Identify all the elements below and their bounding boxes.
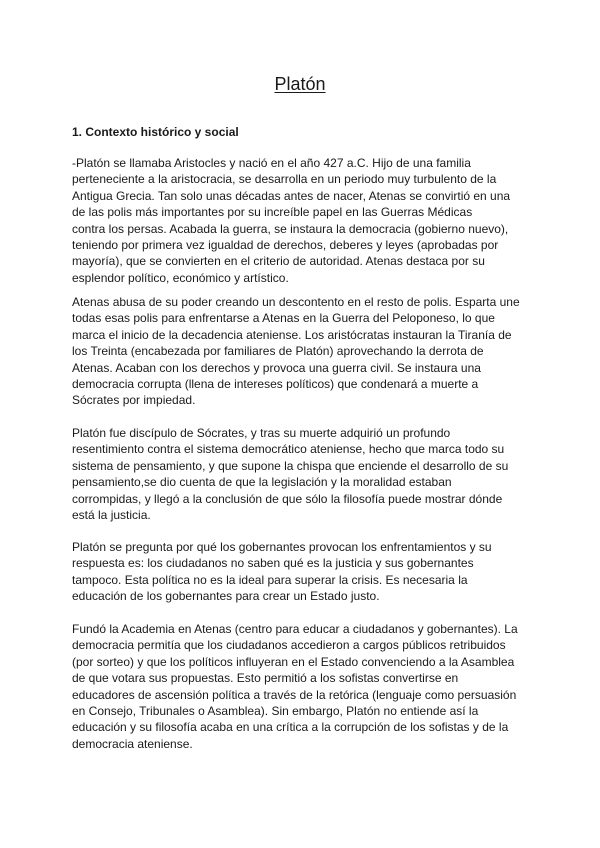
paragraph-line: de las polis más importantes por su increíble papel en las Guerras Médicas [72, 205, 473, 220]
paragraph-line: Sócrates por impiedad. [72, 393, 196, 408]
paragraph-line: perteneciente a la aristocracia, se desarrolla en un periodo muy turbulento de la [72, 172, 497, 187]
paragraph-line: -Platón se llamaba Aristocles y nació en el año 427 a.C. Hijo de una familia [72, 156, 471, 170]
paragraph-line: resentimiento contra el sistema democrático ateniense, hecho que marca todo su [72, 442, 505, 457]
paragraph-1 [72, 155, 532, 286]
paragraph-line: democracia corrupta (llena de intereses políticos) que condenará a muerte a [72, 377, 479, 392]
paragraph-line: todas esas polis para enfrentarse a Atenas en la Guerra del Peloponeso, lo que [72, 311, 495, 326]
paragraph-line: está la justicia. [72, 508, 151, 523]
paragraph-line: tampoco. Esta política no es la ideal para superar la crisis. Es necesaria la [72, 572, 468, 587]
paragraph-line: teniendo por primera vez igualdad de derechos, deberes y leyes (aprobadas por [72, 238, 499, 253]
paragraph-line: educación y su filosofía acaba en una crítica a la corrupción de los sofistas y de la [72, 720, 509, 735]
paragraph-line: (por sorteo) y que los políticos influyeran en el Estado convenciendo a la Asamblea [72, 654, 515, 669]
paragraph-3 [72, 425, 532, 523]
paragraph-2 [72, 294, 532, 409]
paragraph-4 [72, 539, 532, 605]
paragraph-line: Atenas. Acaban con los derechos y provoca una guerra civil. Se instaura una [72, 360, 481, 375]
paragraph-line: los Treinta (encabezada por familiares de Platón) aprovechando la derrota de [72, 344, 484, 359]
paragraph-line: sistema de pensamiento, y que supone la chispa que enciende el desarrollo de su [72, 458, 509, 473]
paragraph-line: mayoría), que se convierten en el criterio de autoridad. Atenas destaca por su [72, 254, 485, 269]
paragraph-line: democracia ateniense. [72, 736, 193, 751]
paragraph-line: pensamiento,se dio cuenta de que la legislación y la moralidad estaban [72, 475, 452, 490]
paragraph-line: marca el inicio de la decadencia ateniense. Los aristócratas instauran la Tiranía de [72, 327, 512, 342]
paragraph-line: Atenas abusa de su poder creando un descontento en el resto de polis. Esparta une [72, 295, 520, 309]
paragraph-line: Antigua Grecia. Tan solo unas décadas antes de nacer, Atenas se convirtió en una [72, 188, 511, 203]
section-heading: 1. Contexto histórico y social [72, 125, 239, 139]
paragraph-line: democracia permitía que los ciudadanos accedieron a cargos públicos retribuidos [72, 638, 506, 653]
paragraph-line: corrompidas, y llegó a la conclusión de que sólo la filosofía puede mostrar dónde [72, 491, 503, 506]
paragraph-line: esplendor político, económico y artístico. [72, 270, 289, 285]
paragraph-line: Platón se pregunta por qué los gobernantes provocan los enfrentamientos y su [72, 540, 492, 554]
paragraph-line: contra los persas. Acabada la guerra, se instaura la democracia (gobierno nuevo), [72, 221, 509, 236]
document-title: Platón [274, 74, 326, 94]
paragraph-line: de que votara sus propuestas. Esto permitió a los sofistas convertirse en [72, 671, 459, 686]
paragraph-line: Fundó la Academia en Atenas (centro para educar a ciudadanos y gobernantes). La [72, 622, 518, 636]
paragraph-line: Platón fue discípulo de Sócrates, y tras su muerte adquirió un profundo [72, 426, 451, 440]
paragraph-line: educación de los gobernantes para crear un Estado justo. [72, 589, 380, 604]
paragraph-line: educadores de ascensión política a través de la retórica (lenguaje como persuasión [72, 687, 517, 702]
paragraph-line: en Consejo, Tribunales o Asamblea). Sin embargo, Platón no entiende así la [72, 704, 479, 719]
paragraph-line: respuesta es: los ciudadanos no saben qué es la justicia y sus gobernantes [72, 556, 474, 571]
paragraph-5 [72, 621, 532, 752]
